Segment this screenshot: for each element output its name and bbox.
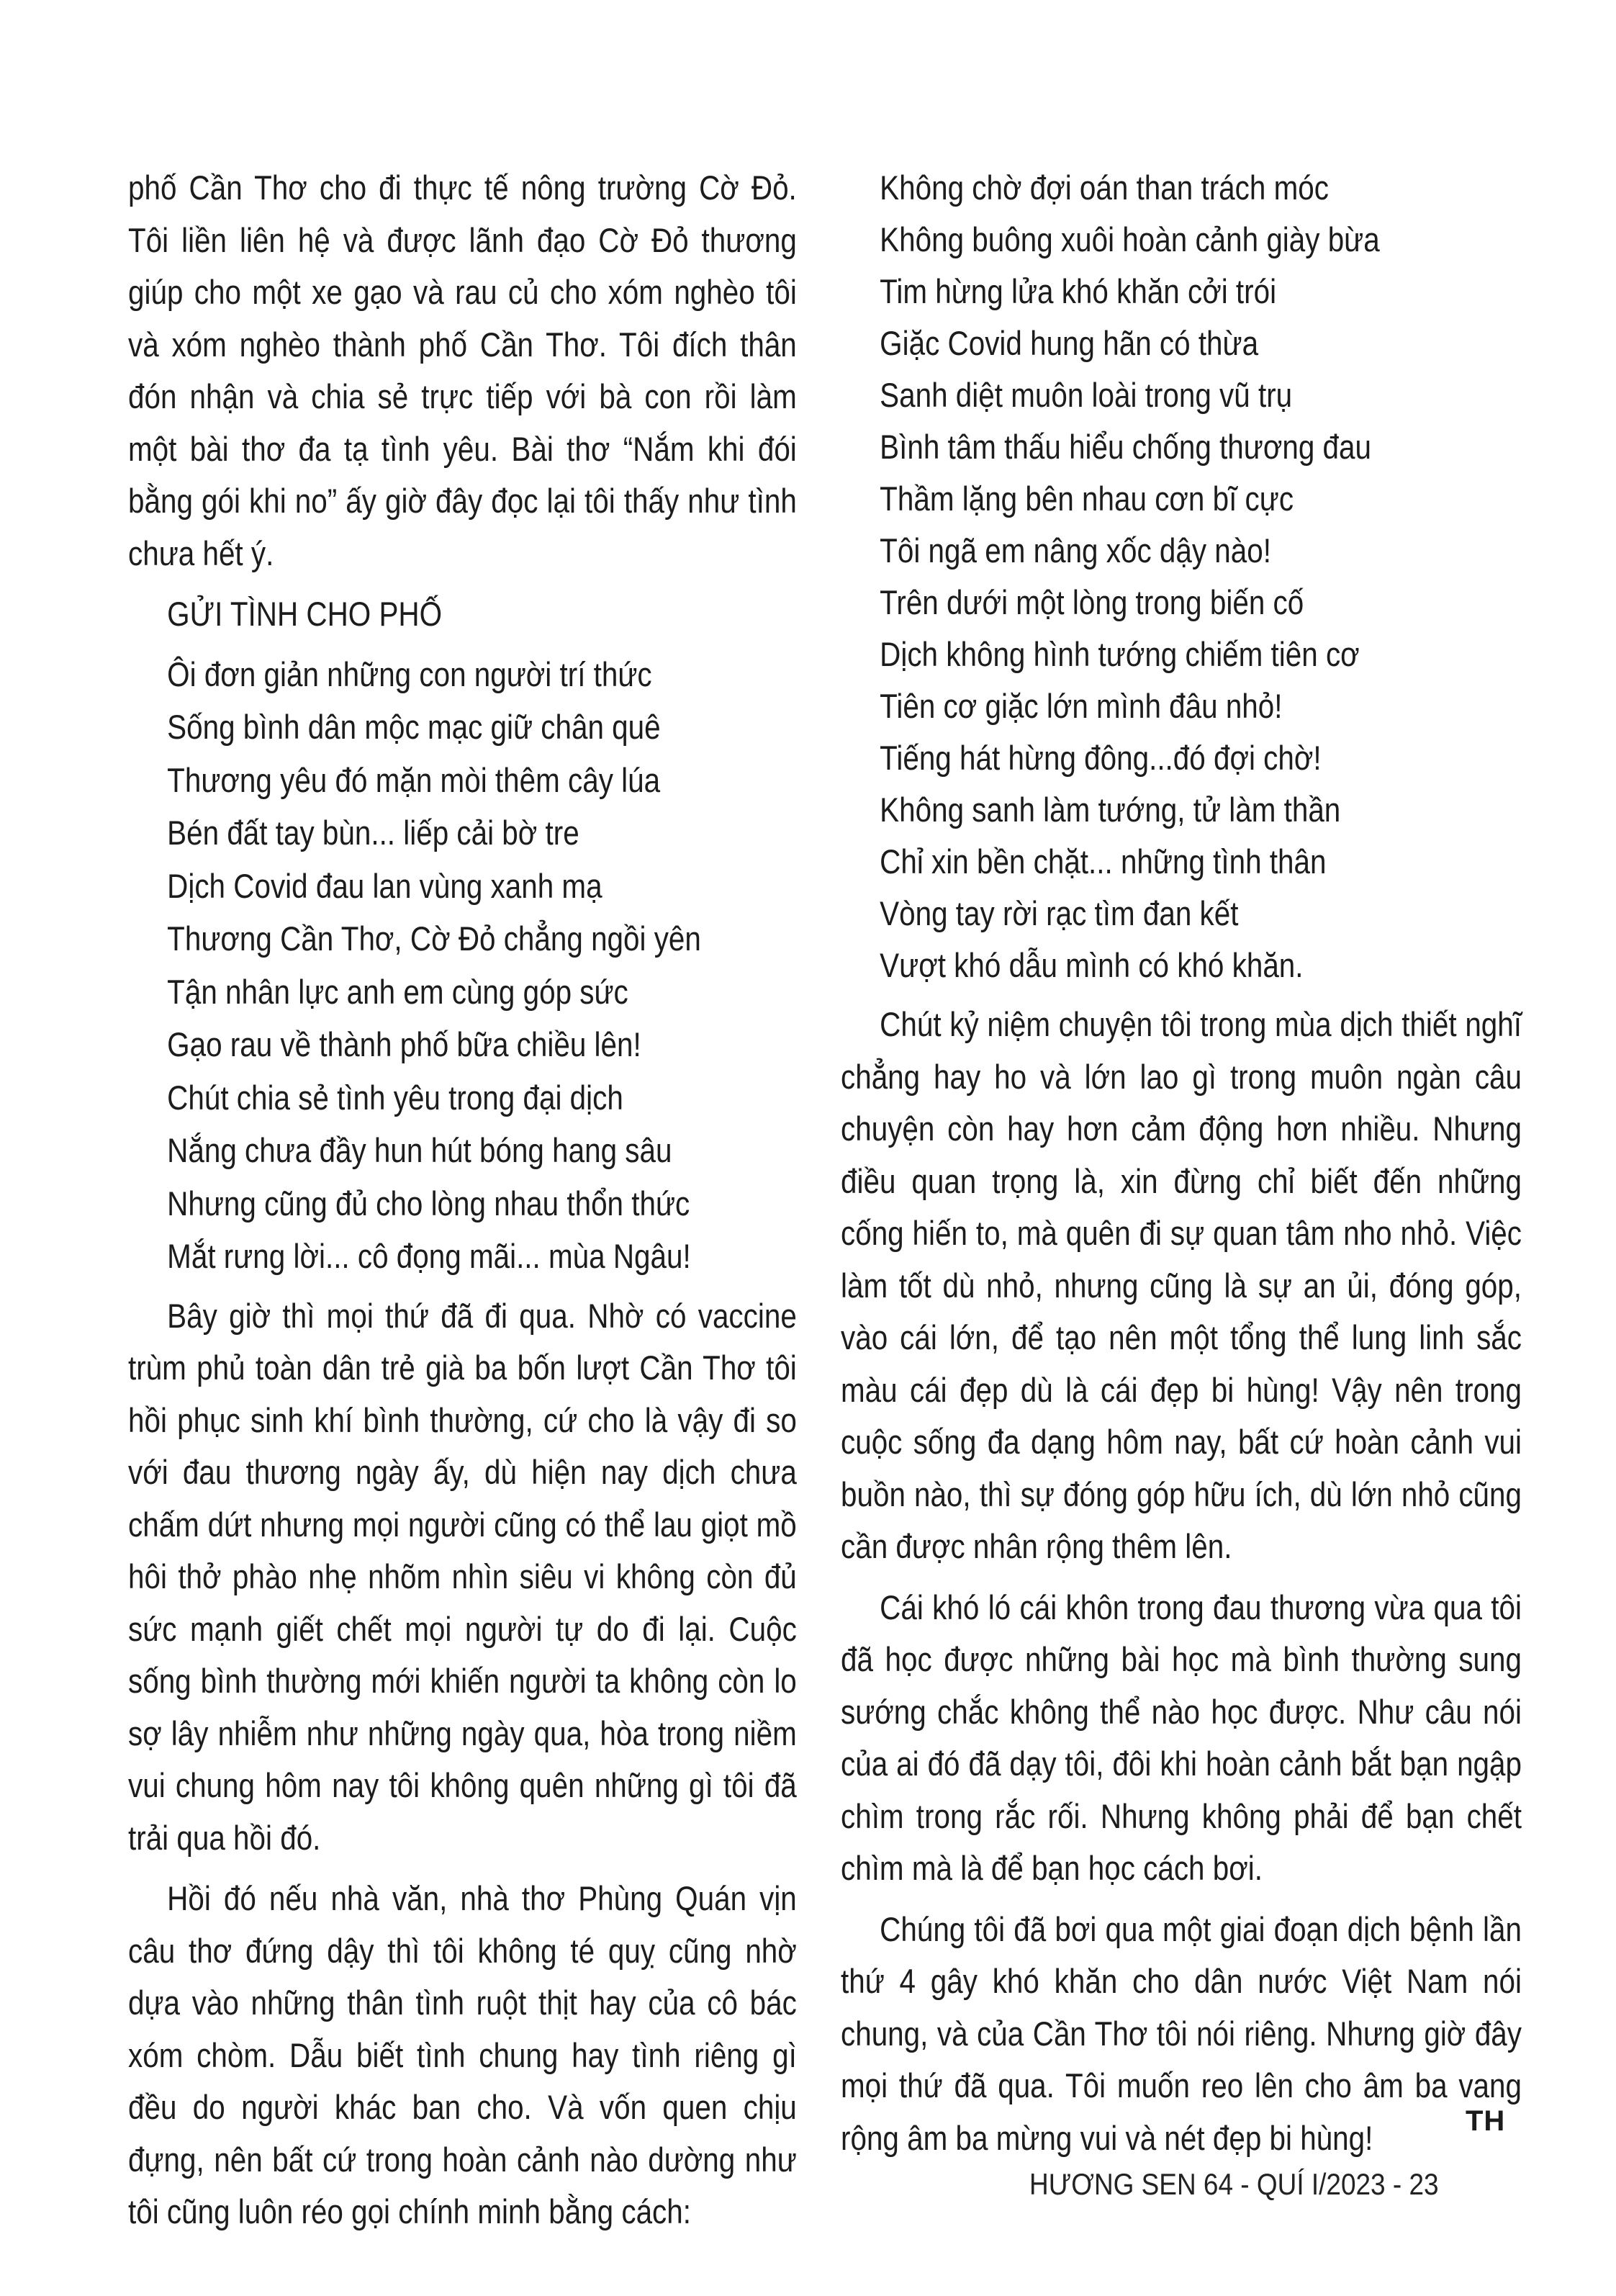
poem-line: Giặc Covid hung hãn có thừa	[880, 324, 1259, 362]
poem-line: Dịch không hình tướng chiếm tiên cơ	[880, 635, 1360, 673]
left-column	[128, 162, 797, 2247]
poem-line: Bén đất tay bùn... liếp cải bờ tre	[167, 814, 579, 852]
poem-line: Thầm lặng bên nhau cơn bĩ cực	[880, 480, 1294, 518]
poem-line: Không buông xuôi hoàn cảnh giày bừa	[880, 220, 1380, 258]
body-paragraph: Hồi đó nếu nhà văn, nhà thơ Phùng Quán vịn câu thơ đứng dậy thì tôi không té quỵ cũng nhờ dựa vào những thân tình ruột thịt hay của cô bác xóm chòm. Dẫu biết tình chung hay tình riêng gì đều do người khác ban cho. Và vốn quen chịu đựng, nên bất cứ trong hoàn cảnh nào dường như tôi cũng luôn réo gọi chính minh bằng cách:	[128, 1879, 797, 2230]
body-paragraph: Bây giờ thì mọi thứ đã đi qua. Nhờ có vaccine trùm phủ toàn dân trẻ già ba bốn lượt Cần Thơ tôi hồi phục sinh khí bình thường, cứ cho là vậy đi so với đau thương ngày ấy, dù hiện nay dịch chưa chấm dứt nhưng mọi người cũng có thể lau giọt mồ hôi thở phào nhẹ nhõm nhìn siêu vi không còn đủ sức mạnh giết chết mọi người tự do đi lại. Cuộc sống bình thường mới khiến người ta không còn lo sợ lây nhiễm như những ngày qua, hòa trong niềm vui chung hôm nay tôi không quên những gì tôi đã trải qua hồi đó.	[128, 1296, 797, 1857]
poem-gui-tinh-cho-pho	[167, 648, 797, 1283]
poem-line: Tôi ngã em nâng xốc dậy nào!	[880, 531, 1271, 570]
poem-line: Trên dưới một lòng trong biến cố	[880, 583, 1304, 621]
body-paragraph: Chút kỷ niệm chuyện tôi trong mùa dịch thiết nghĩ chẳng hay ho và lớn lao gì trong muôn ngàn câu chuyện còn hay hơn cảm động hơn nhiều. Nhưng điều quan trọng là, xin đừng chỉ biết đến những cống hiến to, mà quên đi sự quan tâm nho nhỏ. Việc làm tốt dù nhỏ, nhưng cũng là sự an ủi, đóng góp, vào cái lớn, để tạo nên một tổng thể lung linh sắc màu cái đẹp dù là cái đẹp bi hùng! Vậy nên trong cuộc sống đa dạng hôm nay, bất cứ hoàn cảnh vui buồn nào, thì sự đóng góp hữu ích, dù lớn nhỏ cũng cần được nhân rộng thêm lên.	[841, 1005, 1522, 1565]
poem-line: Mắt rưng lời... cô đọng mãi... mùa Ngâu!	[167, 1237, 691, 1275]
poem-line: Thương Cần Thơ, Cờ Đỏ chẳng ngồi yên	[167, 919, 701, 958]
poem-line: Chút chia sẻ tình yêu trong đại dịch	[167, 1078, 623, 1117]
poem-line: Không sanh làm tướng, tử làm thần	[880, 791, 1341, 829]
poem-continuation	[880, 162, 1522, 991]
poem-line: Nắng chưa đầy hun hút bóng hang sâu	[167, 1131, 672, 1169]
poem-line: Thương yêu đó mặn mòi thêm cây lúa	[167, 760, 661, 799]
poem-line: Bình tâm thấu hiểu chống thương đau	[880, 428, 1371, 466]
poem-title: GỬI TÌNH CHO PHỐ	[167, 595, 443, 633]
body-paragraph: Chúng tôi đã bơi qua một giai đoạn dịch bệnh lần thứ 4 gây khó khăn cho dân nước Việt Nam nói chung, và của Cần Thơ tôi nói riêng. Nhưng giờ đây mọi thứ đã qua. Tôi muốn reo lên cho âm ba vang rộng âm ba mừng vui và nét đẹp bi hùng!	[841, 1909, 1522, 2157]
author-signature: TH	[1466, 2105, 1506, 2137]
poem-line: Nhưng cũng đủ cho lòng nhau thổn thức	[167, 1184, 690, 1223]
poem-line: Tiếng hát hừng đông...đó đợi chờ!	[880, 739, 1322, 777]
right-column	[841, 162, 1522, 2173]
intro-paragraph: phố Cần Thơ cho đi thực tế nông trường Cờ Đỏ. Tôi liền liên hệ và được lãnh đạo Cờ Đỏ thương giúp cho một xe gạo và rau củ cho xóm nghèo tôi và xóm nghèo thành phố Cần Thơ. Tôi đích thân đón nhận và chia sẻ trực tiếp với bà con rồi làm một bài thơ đa tạ tình yêu. Bài thơ “Nắm khi đói bằng gói khi no” ấy giờ đây đọc lại tôi thấy như tình chưa hết ý.	[128, 168, 797, 572]
poem-line: Vòng tay rời rạc tìm đan kết	[880, 894, 1239, 932]
poem-line: Sanh diệt muôn loài trong vũ trụ	[880, 376, 1293, 414]
poem-line: Tận nhân lực anh em cùng góp sức	[167, 972, 628, 1011]
poem-line: Không chờ đợi oán than trách móc	[880, 168, 1329, 207]
page-footer: HƯƠNG SEN 64 - QUÍ I/2023 - 23	[1029, 2167, 1439, 2201]
poem-line: Chỉ xin bền chặt... những tình thân	[880, 842, 1327, 881]
poem-line: Tim hừng lửa khó khăn cởi trói	[880, 272, 1277, 310]
poem-line: Gạo rau về thành phố bữa chiều lên!	[167, 1025, 641, 1063]
poem-line: Sống bình dân mộc mạc giữ chân quê	[167, 708, 661, 746]
poem-line: Tiên cơ giặc lớn mình đâu nhỏ!	[880, 687, 1283, 725]
poem-line: Dịch Covid đau lan vùng xanh mạ	[167, 866, 602, 905]
body-paragraph: Cái khó ló cái khôn trong đau thương vừa qua tôi đã học được những bài học mà bình thường sung sướng chắc không thể nào học được. Như câu nói của ai đó đã dạy tôi, đôi khi hoàn cảnh bắt bạn ngập chìm trong rắc rối. Nhưng không phải để bạn chết chìm mà là để bạn học cách bơi.	[841, 1588, 1522, 1887]
poem-line: Vượt khó dẫu mình có khó khăn.	[880, 946, 1304, 984]
poem-line: Ôi đơn giản những con người trí thức	[167, 654, 652, 693]
